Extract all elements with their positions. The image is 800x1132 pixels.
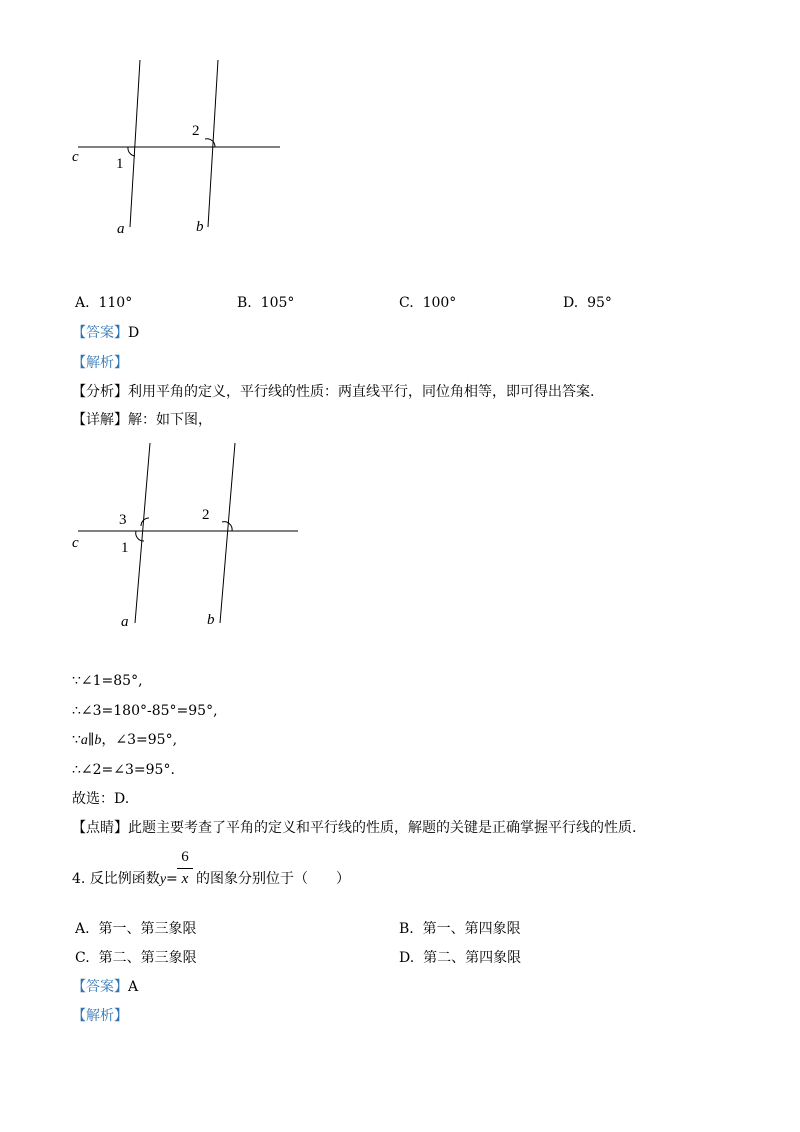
label-2: 2: [202, 507, 210, 523]
step-3: ∵a∥b，∠3=95°,: [72, 732, 178, 748]
angle-3-arc: [141, 518, 149, 526]
angle-2-arc: [222, 522, 232, 531]
label-a: a: [121, 614, 129, 630]
option-a: A. 110°: [75, 295, 133, 311]
fraction-denominator: x: [181, 871, 189, 887]
option-c: C. 100°: [399, 295, 457, 311]
fraction-numerator: 6: [181, 849, 189, 865]
q4-analysis-line: [72, 1007, 128, 1025]
analysis-tag: 【解析】: [72, 1008, 128, 1024]
line-b: [220, 443, 235, 623]
step-1: ∵∠1=85°,: [72, 673, 143, 689]
xiangjie-tag: 【详解】: [72, 412, 128, 428]
q4-stem-tail: 的图象分别位于（ ）: [196, 871, 350, 887]
option-d: D. 95°: [563, 295, 612, 311]
q4-number: 4.: [72, 871, 86, 887]
label-3: 3: [119, 512, 127, 528]
label-a: a: [117, 221, 125, 237]
analysis-tag: 【解析】: [72, 355, 128, 371]
step-4: ∴∠2=∠3=95°.: [72, 762, 175, 778]
label-2: 2: [192, 123, 200, 139]
q4-stem: 4. 反比例函数y=: [72, 871, 178, 887]
figure-2-parallel-lines: [60, 438, 320, 638]
label-c: c: [72, 535, 79, 551]
line-a: [135, 443, 150, 623]
answer-tag: 【答案】: [72, 979, 128, 995]
step-2: ∴∠3=180°-85°=95°,: [72, 703, 218, 719]
figure-1-parallel-lines: [60, 55, 300, 245]
label-c: c: [72, 149, 79, 165]
dianjing-tag: 【点睛】: [72, 820, 128, 836]
label-b: b: [196, 219, 204, 235]
analysis-line: [72, 354, 128, 372]
label-b: b: [207, 612, 215, 628]
line-a: [130, 60, 140, 227]
dianjing-line: 【点睛】此题主要考查了平角的定义和平行线的性质，解题的关键是正确掌握平行线的性质.: [72, 820, 637, 836]
fenxi-tag: 【分析】: [72, 384, 128, 400]
line-b: [208, 60, 218, 227]
q4-option-d: D. 第二、第四象限: [399, 950, 522, 966]
fenxi-line: 【分析】利用平角的定义，平行线的性质：两直线平行，同位角相等，即可得出答案.: [72, 384, 595, 400]
q4-option-b: B. 第一、第四象限: [399, 921, 521, 937]
answer-line: 【答案】D: [72, 325, 140, 341]
q4-answer-line: 【答案】A: [72, 979, 139, 995]
label-1: 1: [121, 540, 129, 556]
answer-tag: 【答案】: [72, 325, 128, 341]
q4-option-c: C. 第二、第三象限: [75, 950, 197, 966]
option-b: B. 105°: [237, 295, 295, 311]
label-1: 1: [116, 156, 124, 172]
q4-option-a: A. 第一、第三象限: [75, 921, 197, 937]
q4-fraction: [177, 848, 193, 888]
step-5: 故选：D.: [72, 791, 130, 807]
xiangjie-line: 【详解】解：如下图，: [72, 412, 212, 428]
